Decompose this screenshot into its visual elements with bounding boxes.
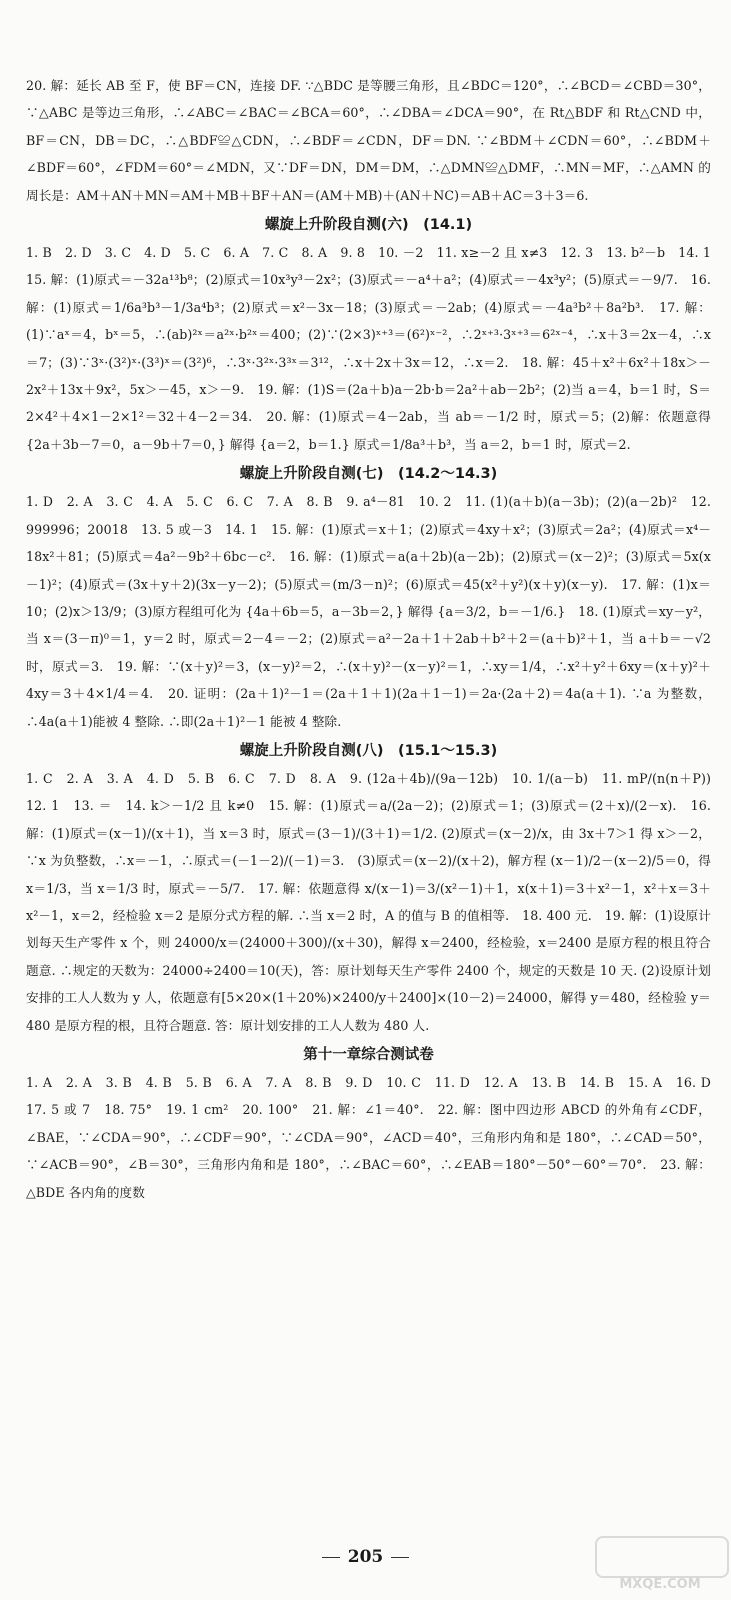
section-body-chapter-11: 1. A 2. A 3. B 4. B 5. B 6. A 7. A 8. B 9. D 10. C 11. D 12. A 13. B 14. B 15. A 16. D 17. 5 或 7 18. 75° 19. 1 cm² 20. 100° 21. 解：∠1＝40°. 22. 解：图中四边形 ABCD 的外角有∠CDF，∠BAE，∵∠CDA＝90°，∴∠CDF＝90°，∵∠CDA＝90°，∠ACD＝40°，三角形内角和是 180°，∴∠CAD＝50°，∵∠ACB＝90°，∠B＝30°，三角形内角和是 180°，∴∠BAC＝60°，∴∠EAB＝180°－50°－60°＝70°. 23. 解：△BDE 各内角的度数 <box>26 1075 724 1200</box>
section-title-chapter-11: 第十一章综合测试卷 <box>303 1047 434 1063</box>
answer-q20-text: 20. 解：延长 AB 至 F，使 BF＝CN，连接 DF. ∵△BDC 是等腰三角形，且∠BDC＝120°，∴∠BCD＝∠CBD＝30°，∵△ABC 是等边三角形，∴∠ABC＝∠BAC＝∠BCA＝60°，∴∠DBA＝∠DCA＝90°，在 Rt△BDF 和 Rt△CND 中，BF＝CN，DB＝DC，∴△BDF≌△CDN，∴∠BDF＝∠CDN，DF＝DN. ∵∠BDM＋∠CDN＝60°，∴∠BDM＋∠BDF＝60°，∠FDM＝60°＝∠MDN，又∵DF＝DN，DM＝DM，∴△DMN≌△DMF，∴MN＝MF，∴△AMN 的周长是：AM＋AN＋MN＝AM＋MB＋BF＋AN＝(AM＋MB)＋(AN＋NC)＝AB＋AC＝3＋3＝6. <box>26 78 711 203</box>
section-title-test-7: 螺旋上升阶段自测(七) (14.2～14.3) <box>239 466 498 483</box>
page-number-value: 205 <box>347 1547 384 1567</box>
watermark <box>595 1536 725 1592</box>
page-number-dash-right <box>391 1557 409 1558</box>
watermark-url: MXQE.COM <box>619 1577 701 1592</box>
section-title-test-8: 螺旋上升阶段自测(八) (15.1～15.3) <box>239 742 498 759</box>
section-body-test-7: 1. D 2. A 3. C 4. A 5. C 6. C 7. A 8. B 9. a⁴－81 10. 2 11. (1)(a＋b)(a－3b)；(2)(a－2b)² 12. 999996；20018 13. 5 或－3 14. 1 15. 解：(1)原式＝x＋1；(2)原式＝4xy＋x²；(3)原式＝2a²；(4)原式＝x⁴－18x²＋81；(5)原式＝4a²－9b²＋6bc－c². 16. 解：(1)原式＝a(a＋2b)(a－2b)；(2)原式＝(x－2)²；(3)原式＝5x(x－1)²；(4)原式＝(3x＋y＋2)(3x－y－2)；(5)原式＝(m/3－n)²；(6)原式＝45(x²＋y²)(x＋y)(x－y). 17. 解：(1)x＝10；(2)x＞13/9；(3)原方程组可化为 {4a＋6b＝5，a－3b＝2，} 解得 {a＝3/2，b＝－1/6.} 18. (1)原式＝xy－y²，当 x＝(3－π)⁰＝1，y＝2 时，原式＝2－4＝－2；(2)原式＝a²－2a＋1＋2ab＋b²＋2＝(a＋b)²＋1，当 a＋b＝－√2 时，原式＝3. 19. 解：∵(x＋y)²＝3，(x－y)²＝2，∴(x＋y)²－(x－y)²＝1，∴xy＝1/4，∴x²＋y²＋6xy＝(x＋y)²＋4xy＝3＋4×1/4＝4. 20. 证明：(2a＋1)²－1＝(2a＋1＋1)(2a＋1－1)＝2a·(2a＋2)＝4a(a＋1). ∵a 为整数，∴4a(a＋1)能被 4 整除. ∴即(2a＋1)²－1 能被 4 整除. <box>26 494 711 729</box>
section-body-test-6: 1. B 2. D 3. C 4. D 5. C 6. A 7. C 8. A 9. 8 10. －2 11. x≥－2 且 x≠3 12. 3 13. b²－b 14. 1 15. 解：(1)原式＝－32a¹³b⁸；(2)原式＝10x³y³－2x²；(3)原式＝－a⁴＋a²；(4)原式＝－4x³y²；(5)原式＝－9/7. 16. 解：(1)原式＝1/6a³b³－1/3a⁴b³；(2)原式＝x²－3x－18；(3)原式＝－2ab；(4)原式＝－4a³b²＋8a²b³. 17. 解：(1)∵aˣ＝4，bˣ＝5，∴(ab)²ˣ＝a²ˣ·b²ˣ＝400；(2)∵(2×3)ˣ⁺³＝(6²)ˣ⁻²，∴2ˣ⁺³·3ˣ⁺³＝6²ˣ⁻⁴，∴x＋3＝2x－4，∴x＝7；(3)∵3ˣ·(3²)ˣ·(3³)ˣ＝(3²)⁶，∴3ˣ·3²ˣ·3³ˣ＝3¹²，∴x＋2x＋3x＝12，∴x＝2. 18. 解：45＋x²＋6x²＋18x＞－2x²＋13x＋9x²，5x＞－45，x＞－9. 19. 解：(1)S＝(2a＋b)a－2b·b＝2a²＋ab－2b²；(2)当 a＝4，b＝1 时，S＝2×4²＋4×1－2×1²＝32＋4－2＝34. 20. 解：(1)原式＝4－2ab，当 ab＝－1/2 时，原式＝5；(2)解：依题意得 {2a＋3b－7＝0，a－9b＋7＝0，} 解得 {a＝2，b＝1.} 原式＝1/8a³＋b³，当 a＝2，b＝1 时，原式＝2. <box>26 245 724 452</box>
watermark-logo-icon <box>595 1536 729 1578</box>
section-title-test-6: 螺旋上升阶段自测(六) (14.1) <box>264 217 473 234</box>
page-number-dash-left <box>322 1557 340 1558</box>
section-body-test-8: 1. C 2. A 3. A 4. D 5. B 6. C 7. D 8. A 9. (12a＋4b)/(9a－12b) 10. 1/(a－b) 11. mP/(n(n＋P)) 12. 1 13. ＝ 14. k＞－1/2 且 k≠0 15. 解：(1)原式＝a/(2a－2)；(2)原式＝1；(3)原式＝(2＋x)/(2－x). 16. 解：(1)原式＝(x－1)/(x＋1)，当 x＝3 时，原式＝(3－1)/(3＋1)＝1/2. (2)原式＝(x－2)/x，由 3x＋7＞1 得 x＞－2，∵x 为负整数，∴x＝－1，∴原式＝(－1－2)/(－1)＝3. (3)原式＝(x－2)/(x＋2)，解方程 (x－1)/2－(x－2)/5＝0，得 x＝1/3，当 x＝1/3 时，原式＝－5/7. 17. 解：依题意得 x/(x－1)＝3/(x²－1)＋1，x(x＋1)＝3＋x²－1，x²＋x＝3＋x²－1，x＝2，经检验 x＝2 是原分式方程的解. ∴当 x＝2 时，A 的值与 B 的值相等. 18. 400 元. 19. 解：(1)设原计划每天生产零件 x 个，则 24000/x＝(24000＋300)/(x＋30)，解得 x＝2400，经检验，x＝2400 是原方程的根且符合题意. ∴规定的天数为：24000÷2400＝10(天)，答：原计划每天生产零件 2400 个，规定的天数是 10 天. (2)设原计划安排的工人人数为 y 人，依题意有[5×20×(1＋20%)×2400/y＋2400]×(10－2)＝24000，解得 y＝480，经检验 y＝480 是原方程的根，且符合题意. 答：原计划安排的工人人数为 480 人. <box>26 770 724 1033</box>
